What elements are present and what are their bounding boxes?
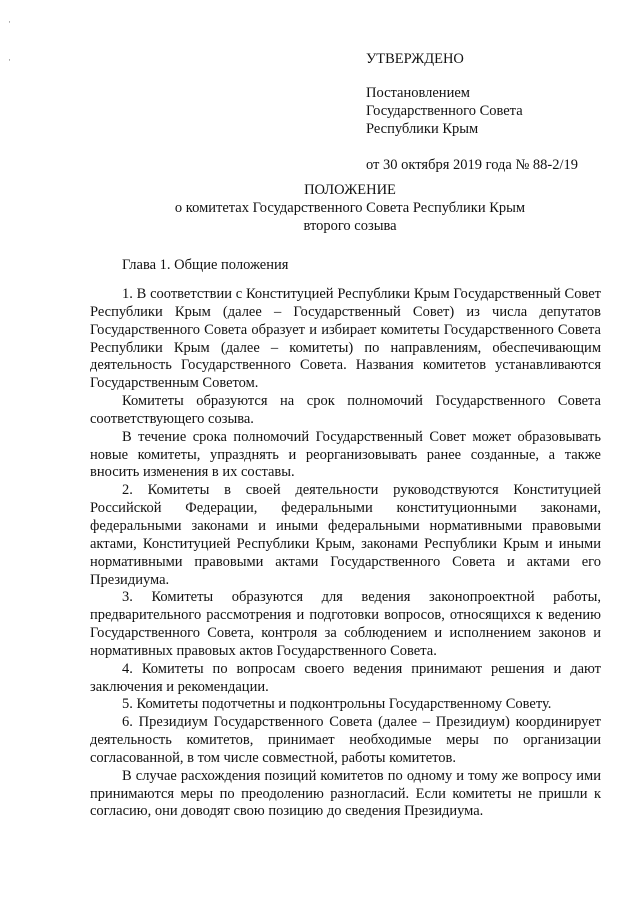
paragraph: Комитеты образуются на срок полномочий Государственного Совета соответствующего созыва. bbox=[90, 393, 601, 427]
approval-date: от 30 октября 2019 года № 88-2/19 bbox=[366, 157, 579, 173]
approval-line: Республики Крым bbox=[366, 121, 479, 137]
document-title: ПОЛОЖЕНИЕ bbox=[304, 182, 396, 198]
paragraph: 1. В соответствии с Конституцией Республики Крым Государственный Совет Республики Крым (далее – Государственный Совет) из числа депутатов Государственного Совета образует и избирает комитеты Государственного Совета Республики Крым (далее – комитеты) по направлениям, обеспечивающим деятельность Государственного Совета. Названия комитетов устанавливаются Государственным Советом. bbox=[90, 286, 601, 392]
paragraph: 3. Комитеты образуются для ведения законопроектной работы, предварительного рассмотрения и подготовки вопросов, относящихся к ведению Государственного Совета, контроля за соблюдением и исполнением законов и нормативных правовых актов Государственного Совета. bbox=[90, 589, 601, 659]
approval-line: Государственного Совета bbox=[366, 103, 523, 119]
paragraph: 6. Президиум Государственного Совета (далее – Президиум) координирует деятельность комитетов, принимает необходимые меры по организации согласованной, в том числе совместной, работы комитетов. bbox=[90, 714, 601, 766]
approved-heading: УТВЕРЖДЕНО bbox=[366, 51, 464, 67]
document-convocation: второго созыва bbox=[303, 218, 397, 234]
scan-mark: · bbox=[8, 55, 11, 65]
document-title-block bbox=[100, 181, 600, 235]
document-body bbox=[90, 286, 601, 821]
paragraph: 2. Комитеты в своей деятельности руководствуются Конституцией Российской Федерации, федеральными конституционными законами, федеральными законами и иными федеральными нормативными правовыми актами, Конституцией Республики Крым, законами Республики Крым и иными нормативными правовыми актами Государственного Совета и актами его Президиума. bbox=[90, 482, 601, 588]
chapter-heading: Глава 1. Общие положения bbox=[122, 257, 289, 273]
paragraph: 4. Комитеты по вопросам своего ведения принимают решения и дают заключения и рекомендации. bbox=[90, 660, 601, 695]
document-subtitle: о комитетах Государственного Совета Республики Крым bbox=[174, 200, 526, 216]
approval-stamp-block bbox=[366, 50, 616, 174]
approval-line: Постановлением bbox=[366, 85, 470, 101]
paragraph: В случае расхождения позиций комитетов по одному и тому же вопросу ими принимаются меры по преодолению разногласий. Если комитеты не пришли к согласию, они доводят свою позицию до сведения Президиума. bbox=[90, 767, 601, 820]
paragraph: В течение срока полномочий Государственный Совет может образовывать новые комитеты, упразднять и реорганизовывать ранее созданные, а также вносить изменения в их составы. bbox=[90, 428, 601, 481]
paragraph: 5. Комитеты подотчетны и подконтрольны Государственному Совету. bbox=[122, 696, 552, 713]
scan-mark: · bbox=[8, 17, 11, 27]
